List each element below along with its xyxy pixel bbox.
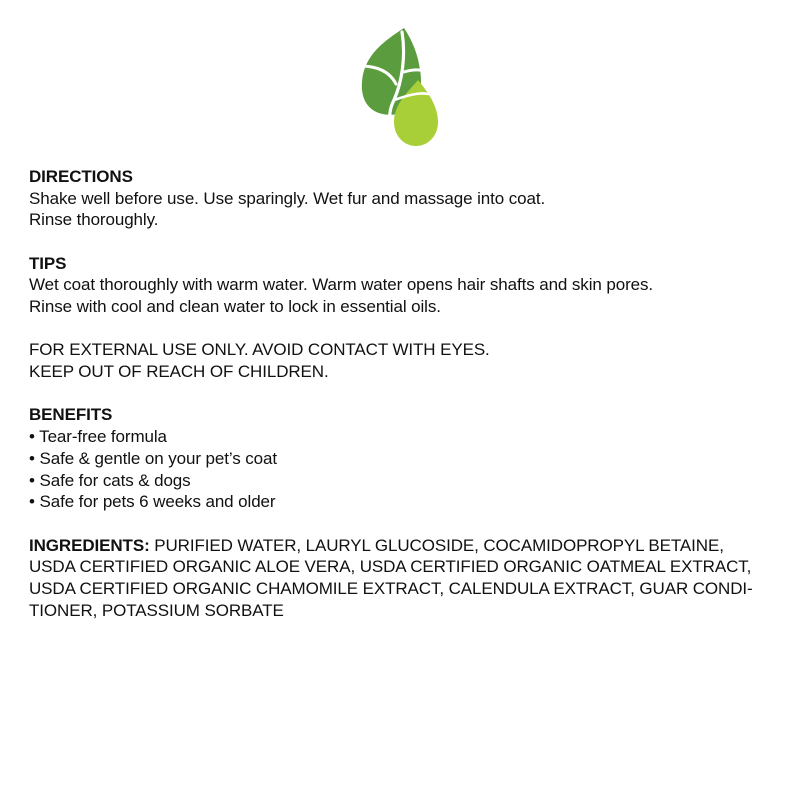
tips-section — [29, 253, 774, 318]
tips-line: Wet coat thoroughly with warm water. Warm water opens hair shafts and skin pores. — [29, 275, 654, 295]
directions-section — [29, 166, 774, 231]
benefit-item: • Safe for pets 6 weeks and older — [29, 492, 276, 512]
benefit-item: • Safe & gentle on your pet’s coat — [29, 448, 277, 468]
label-content — [29, 166, 774, 621]
ingredients-line: USDA CERTIFIED ORGANIC CHAMOMILE EXTRACT, CALENDULA EXTRACT, GUAR CONDI- — [29, 578, 753, 598]
ingredients-label: INGREDIENTS: — [29, 535, 150, 555]
directions-heading: DIRECTIONS — [29, 167, 133, 186]
ingredients-text: PURIFIED WATER, LAURYL GLUCOSIDE, COCAMIDOPROPYL BETAINE, — [149, 535, 724, 555]
ingredients-line — [29, 535, 774, 557]
benefit-item: • Tear-free formula — [29, 427, 167, 447]
directions-line: Shake well before use. Use sparingly. Wet fur and massage into coat. — [29, 188, 546, 208]
ingredients-line: TIONER, POTASSIUM SORBATE — [29, 600, 284, 620]
leaf-drop-logo-icon — [358, 26, 438, 148]
benefit-item: • Safe for cats & dogs — [29, 470, 191, 490]
warning-line: KEEP OUT OF REACH OF CHILDREN. — [29, 362, 329, 382]
tips-line: Rinse with cool and clean water to lock in essential oils. — [29, 297, 441, 317]
benefits-heading: BENEFITS — [29, 405, 113, 425]
warnings-section — [29, 339, 774, 382]
ingredients-section — [29, 535, 774, 622]
directions-line: Rinse thoroughly. — [29, 210, 159, 230]
benefits-section — [29, 404, 774, 513]
tips-heading: TIPS — [29, 253, 67, 273]
warning-line: FOR EXTERNAL USE ONLY. AVOID CONTACT WITH EYES. — [29, 340, 490, 360]
ingredients-line: USDA CERTIFIED ORGANIC ALOE VERA, USDA CERTIFIED ORGANIC OATMEAL EXTRACT, — [29, 557, 752, 577]
